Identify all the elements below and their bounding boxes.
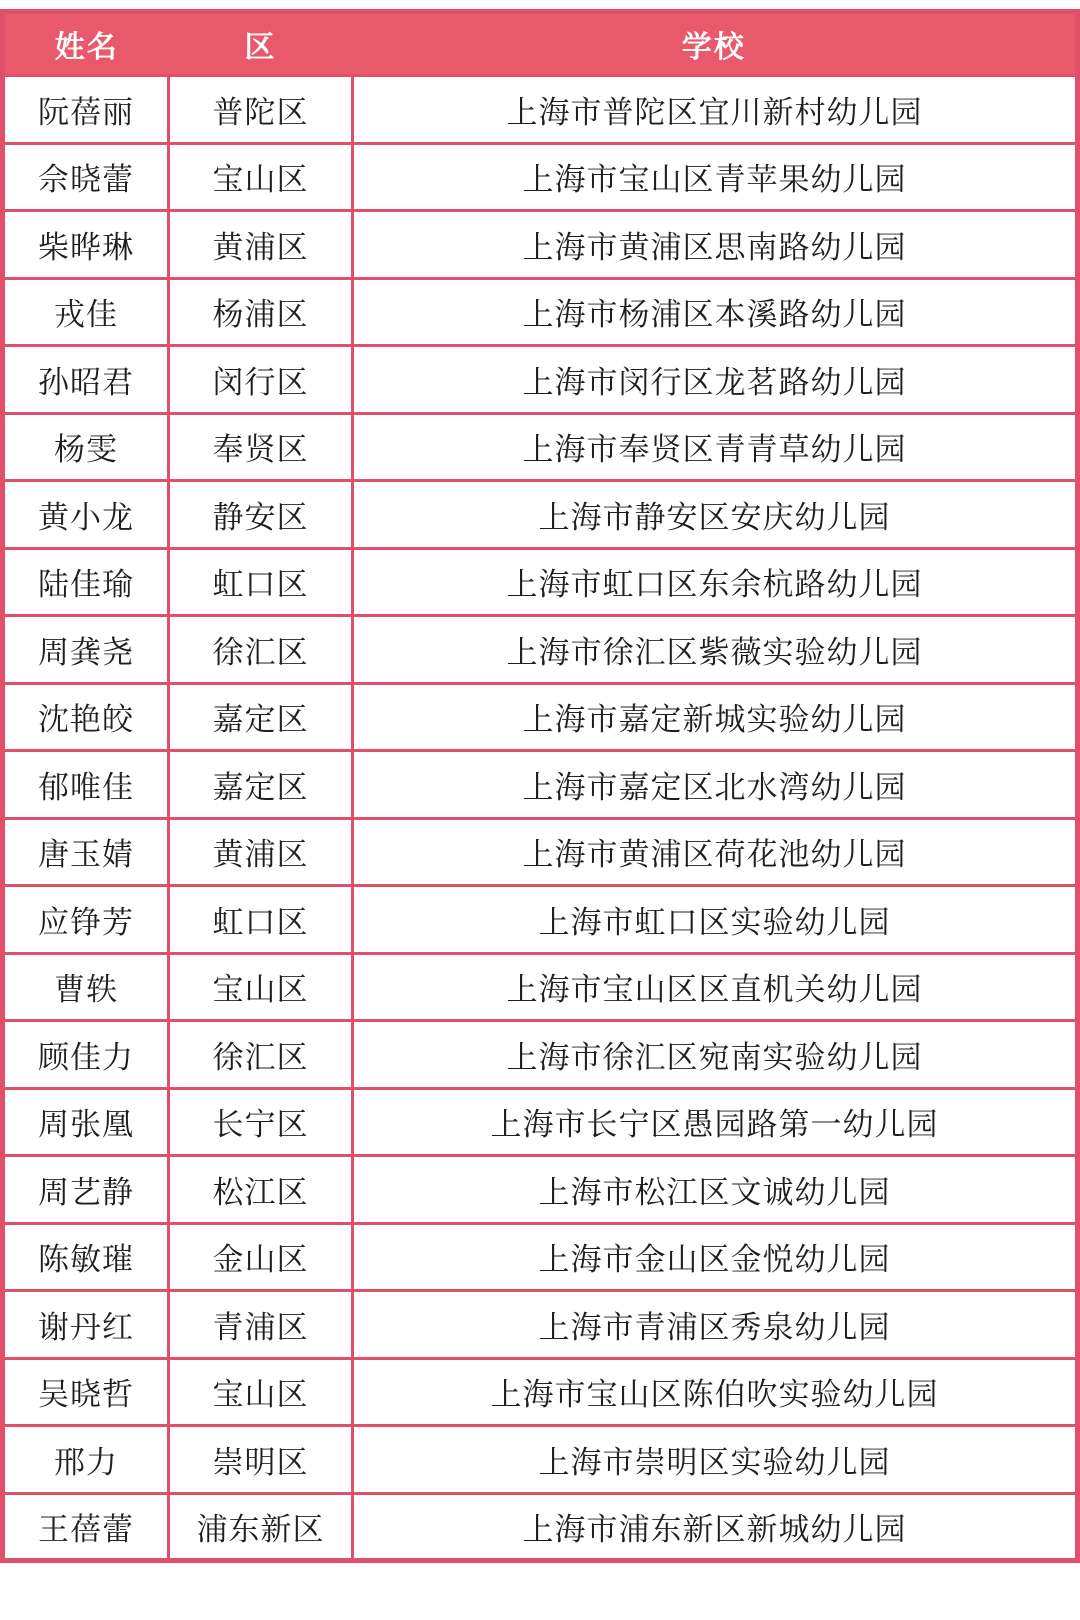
name-cell: 佘晓蕾 <box>3 143 169 211</box>
table-row <box>3 1021 1078 1089</box>
header-row <box>3 12 1078 76</box>
table-row <box>3 1156 1078 1224</box>
district-cell: 杨浦区 <box>169 278 353 346</box>
table-row <box>3 1358 1078 1426</box>
name-cell: 阮蓓丽 <box>3 76 169 144</box>
table-row <box>3 1223 1078 1291</box>
name-cell: 周龚尧 <box>3 616 169 684</box>
name-cell: 郁唯佳 <box>3 751 169 819</box>
district-cell: 宝山区 <box>169 1358 353 1426</box>
district-cell: 闵行区 <box>169 346 353 414</box>
name-cell: 陈敏璀 <box>3 1223 169 1291</box>
name-cell: 王蓓蕾 <box>3 1493 169 1561</box>
name-cell: 柴晔琳 <box>3 211 169 279</box>
district-cell: 浦东新区 <box>169 1493 353 1561</box>
school-cell: 上海市普陀区宜川新村幼儿园 <box>353 76 1078 144</box>
district-cell: 金山区 <box>169 1223 353 1291</box>
name-cell: 陆佳瑜 <box>3 548 169 616</box>
school-cell: 上海市奉贤区青青草幼儿园 <box>353 413 1078 481</box>
school-cell: 上海市宝山区青苹果幼儿园 <box>353 143 1078 211</box>
teacher-roster-table <box>0 9 1080 1563</box>
school-cell: 上海市宝山区陈伯吹实验幼儿园 <box>353 1358 1078 1426</box>
table-row <box>3 1426 1078 1494</box>
column-header-school: 学校 <box>353 12 1078 76</box>
table-row <box>3 211 1078 279</box>
name-cell: 孙昭君 <box>3 346 169 414</box>
table-row <box>3 1088 1078 1156</box>
table-row <box>3 616 1078 684</box>
school-cell: 上海市虹口区东余杭路幼儿园 <box>353 548 1078 616</box>
district-cell: 静安区 <box>169 481 353 549</box>
school-cell: 上海市崇明区实验幼儿园 <box>353 1426 1078 1494</box>
school-cell: 上海市虹口区实验幼儿园 <box>353 886 1078 954</box>
table-row <box>3 413 1078 481</box>
name-cell: 曹轶 <box>3 953 169 1021</box>
name-cell: 顾佳力 <box>3 1021 169 1089</box>
name-cell: 吴晓哲 <box>3 1358 169 1426</box>
district-cell: 虹口区 <box>169 886 353 954</box>
district-cell: 嘉定区 <box>169 683 353 751</box>
school-cell: 上海市松江区文诚幼儿园 <box>353 1156 1078 1224</box>
table-row <box>3 278 1078 346</box>
district-cell: 长宁区 <box>169 1088 353 1156</box>
name-cell: 邢力 <box>3 1426 169 1494</box>
school-cell: 上海市黄浦区荷花池幼儿园 <box>353 818 1078 886</box>
column-header-name: 姓名 <box>3 12 169 76</box>
district-cell: 普陀区 <box>169 76 353 144</box>
table-row <box>3 683 1078 751</box>
table-body <box>3 76 1078 1561</box>
district-cell: 黄浦区 <box>169 211 353 279</box>
name-cell: 沈艳皎 <box>3 683 169 751</box>
district-cell: 宝山区 <box>169 953 353 1021</box>
school-cell: 上海市闵行区龙茗路幼儿园 <box>353 346 1078 414</box>
table-row <box>3 1291 1078 1359</box>
school-cell: 上海市静安区安庆幼儿园 <box>353 481 1078 549</box>
school-cell: 上海市长宁区愚园路第一幼儿园 <box>353 1088 1078 1156</box>
column-header-district: 区 <box>169 12 353 76</box>
district-cell: 崇明区 <box>169 1426 353 1494</box>
name-cell: 周艺静 <box>3 1156 169 1224</box>
district-cell: 宝山区 <box>169 143 353 211</box>
name-cell: 黄小龙 <box>3 481 169 549</box>
name-cell: 周张凰 <box>3 1088 169 1156</box>
school-cell: 上海市金山区金悦幼儿园 <box>353 1223 1078 1291</box>
district-cell: 松江区 <box>169 1156 353 1224</box>
district-cell: 嘉定区 <box>169 751 353 819</box>
district-cell: 徐汇区 <box>169 616 353 684</box>
name-cell: 谢丹红 <box>3 1291 169 1359</box>
school-cell: 上海市嘉定新城实验幼儿园 <box>353 683 1078 751</box>
name-cell: 戎佳 <box>3 278 169 346</box>
school-cell: 上海市宝山区区直机关幼儿园 <box>353 953 1078 1021</box>
table-row <box>3 76 1078 144</box>
name-cell: 杨雯 <box>3 413 169 481</box>
name-cell: 应铮芳 <box>3 886 169 954</box>
district-cell: 黄浦区 <box>169 818 353 886</box>
table-row <box>3 346 1078 414</box>
school-cell: 上海市青浦区秀泉幼儿园 <box>353 1291 1078 1359</box>
table-row <box>3 818 1078 886</box>
district-cell: 青浦区 <box>169 1291 353 1359</box>
district-cell: 徐汇区 <box>169 1021 353 1089</box>
district-cell: 奉贤区 <box>169 413 353 481</box>
school-cell: 上海市徐汇区宛南实验幼儿园 <box>353 1021 1078 1089</box>
table-row <box>3 886 1078 954</box>
district-cell: 虹口区 <box>169 548 353 616</box>
name-cell: 唐玉婧 <box>3 818 169 886</box>
table-row <box>3 143 1078 211</box>
school-cell: 上海市嘉定区北水湾幼儿园 <box>353 751 1078 819</box>
table-header <box>3 12 1078 76</box>
school-cell: 上海市杨浦区本溪路幼儿园 <box>353 278 1078 346</box>
table-row <box>3 751 1078 819</box>
table-row <box>3 481 1078 549</box>
table-row <box>3 548 1078 616</box>
table-row <box>3 953 1078 1021</box>
school-cell: 上海市浦东新区新城幼儿园 <box>353 1493 1078 1561</box>
school-cell: 上海市黄浦区思南路幼儿园 <box>353 211 1078 279</box>
table-row <box>3 1493 1078 1561</box>
school-cell: 上海市徐汇区紫薇实验幼儿园 <box>353 616 1078 684</box>
